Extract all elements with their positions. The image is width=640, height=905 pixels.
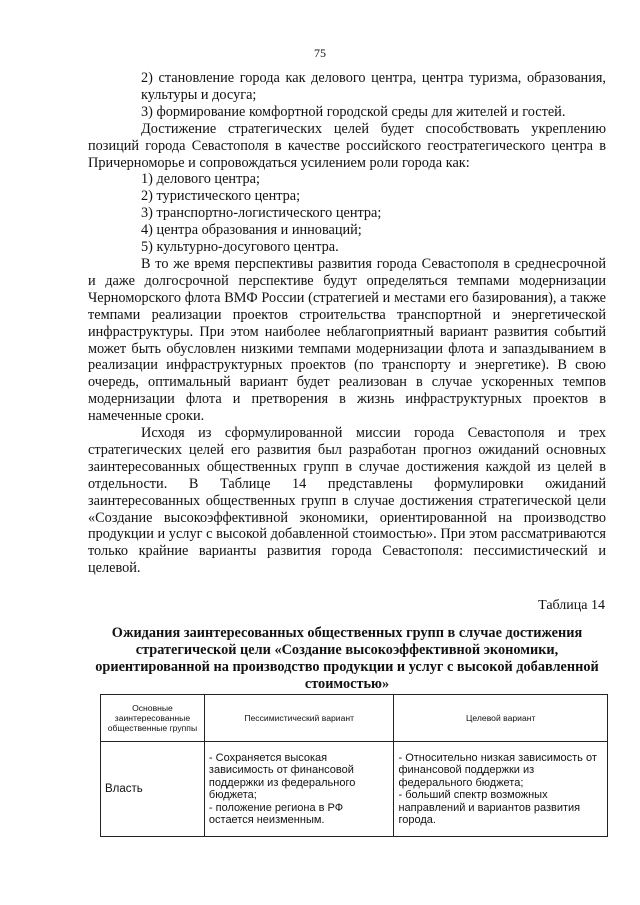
target-item: - больший спектр возможных направлений и вариантов развития города. <box>398 789 581 826</box>
cell-group: Власть <box>101 742 205 837</box>
cell-pessimistic <box>204 742 394 837</box>
pessimistic-item: - Сохраняется высокая зависимость от финансовой поддержки из федерального бюджета; <box>208 751 356 801</box>
header-pessimistic-variant: Пессимистический вариант <box>204 695 394 742</box>
body-text <box>88 70 606 577</box>
header-target-variant: Целевой вариант <box>394 695 608 742</box>
paragraph-forecast-method: Исходя из сформулированной миссии города Севастополя и трех стратегических целей его развития был разработан прогноз ожиданий основных заинтересованных общественных групп в случае достижения каждой из целей в отдельности. В Таблице 14 представлены формулировки ожиданий заинтересованных общественных групп в случае достижения стратегической цели «Создание высокоэффективной экономики, ориентированной на производство продукции и услуг с высокой добавленной стоимостью». При этом рассматриваются только крайние варианты развития города Севастополя: пессимистический и целевой. <box>88 425 606 577</box>
cell-target <box>394 742 608 837</box>
table-title: Ожидания заинтересованных общественных групп в случае достижения стратегической цели «Создание высокоэффективной экономики, ориентированной на производство продукции и услуг с высокой добавленной стоимостью» <box>95 625 599 692</box>
paragraph-development-prospects: В то же время перспективы развития города Севастополя в среднесрочной и даже долгосрочной перспективе будут определяться темпами модернизации Черноморского флота ВМФ России (стратегией и местами его базирования), а также темпами реализации проектов строительства транспортной и энергетической инфраструктуры. При этом наиболее неблагоприятный вариант развития событий может быть обусловлен низкими темпами модернизации флота и запаздыванием в реализации инфраструктурных проектов (по транспорту и энергетике). В свою очередь, оптимальный вариант будет реализован в случае ускоренных темпов модернизации флота и претворения в жизнь инфраструктурных проектов в намеченные сроки. <box>88 255 606 425</box>
list-item-logistics-center: 3) транспортно-логистического центра; <box>141 205 382 222</box>
target-item: - Относительно низкая зависимость от финансовой поддержки из федерального бюджета; <box>398 751 597 789</box>
paragraph-list-item-city-development: 2) становление города как делового центра, центра туризма, образования, культуры и досуга; <box>141 70 606 103</box>
page-number: 75 <box>314 46 326 60</box>
pessimistic-item: - положение региона в РФ остается неизменным. <box>208 801 344 826</box>
table-row <box>101 742 608 837</box>
list-item-tourist-center: 2) туристического центра; <box>141 188 301 205</box>
paragraph-list-item-urban-environment: 3) формирование комфортной городской среды для жителей и гостей. <box>141 103 566 120</box>
expectations-table <box>100 694 608 837</box>
header-stakeholder-groups: Основные заинтересованные общественные группы <box>101 695 205 742</box>
table-header-row <box>101 695 608 742</box>
table-caption: Таблица 14 <box>538 598 605 613</box>
list-item-leisure-center: 5) культурно-досугового центра. <box>141 239 339 256</box>
paragraph-strategic-goals: Достижение стратегических целей будет способствовать укреплению позиций города Севастополя в качестве российского геостратегического центра в Причерноморье и сопровождаться усилением роли города как: <box>88 120 606 171</box>
list-item-business-center: 1) делового центра; <box>141 171 260 188</box>
list-item-education-center: 4) центра образования и инноваций; <box>141 222 362 239</box>
